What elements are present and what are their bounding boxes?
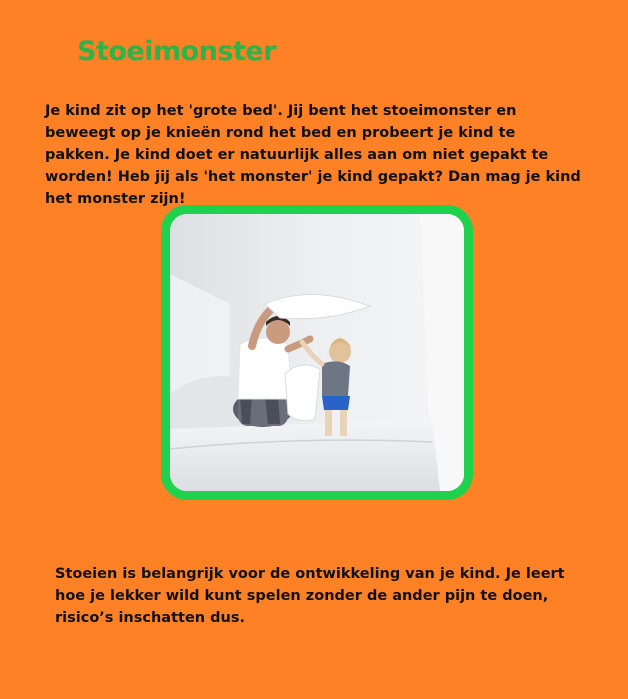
- intro-paragraph: Je kind zit op het 'grote bed'. Jij bent het stoeimonster en beweegt op je knieën rond het bed en probeert je kind te pakken. Je kind doet er natuurlijk alles aan om niet gepakt te worden! Heb jij als 'het monster' je kind gepakt? Dan mag je kind het monster zijn!: [45, 103, 581, 207]
- outro-paragraph: Stoeien is belangrijk voor de ontwikkeling van je kind. Je leert hoe je lekker wild kunt spelen zonder de ander pijn te doen, risico’s inschatten dus.: [55, 566, 565, 626]
- pillow-fight-photo: [170, 214, 464, 491]
- photo-frame: [161, 205, 473, 500]
- page-title: Stoeimonster: [77, 36, 276, 67]
